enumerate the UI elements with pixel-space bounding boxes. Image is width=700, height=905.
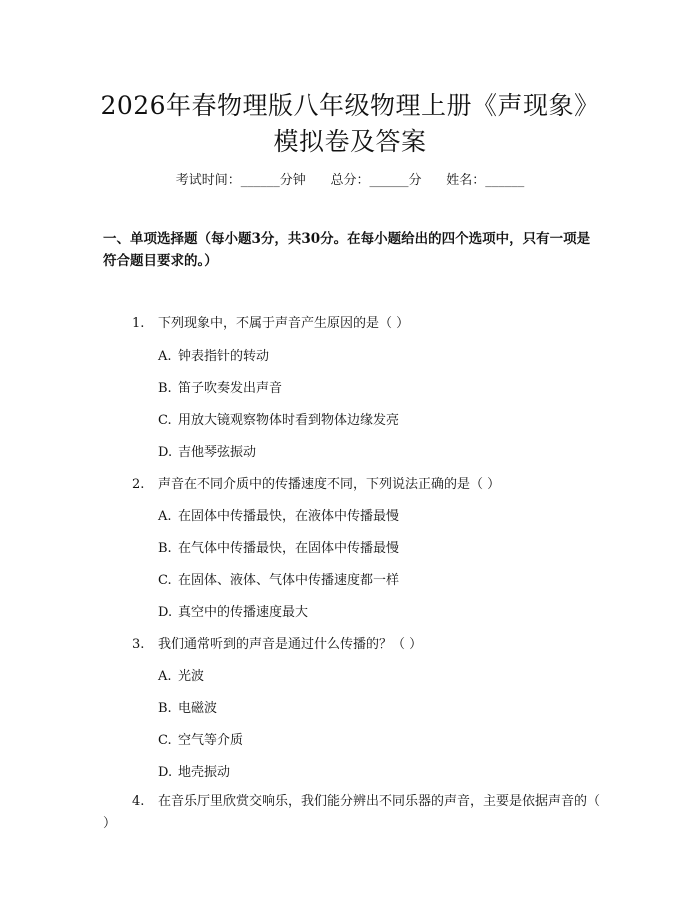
option-text: 真空中的传播速度最大 (178, 605, 309, 620)
option-text: 用放大镜观察物体时看到物体边缘发亮 (178, 413, 400, 428)
option-text: 吉他琴弦振动 (178, 445, 257, 460)
section-heading-single-choice: 一、单项选择题（每小题3分，共30分。在每小题给出的四个选项中，只有一项是符合题目要求的。） (103, 231, 591, 269)
option-label: C. (158, 733, 172, 748)
question-2-option-d (158, 601, 308, 620)
question-3-option-d (158, 761, 230, 780)
question-1-option-a (158, 345, 269, 364)
option-label: C. (158, 413, 172, 428)
exam-info-line: 考试时间：______分钟 总分：______分 姓名：______ (175, 173, 525, 188)
option-text: 空气等介质 (178, 733, 244, 748)
option-label: D. (158, 765, 173, 780)
option-label: B. (158, 701, 172, 716)
question-number: 4. (132, 794, 145, 809)
question-number: 1. (132, 316, 145, 331)
question-3-option-a (158, 665, 204, 684)
option-label: D. (158, 445, 173, 460)
option-text: 在气体中传播最快，在固体中传播最慢 (178, 541, 400, 556)
question-4 (103, 791, 603, 835)
option-text: 笛子吹奏发出声音 (178, 381, 283, 396)
document-title: 2026年春物理版八年级物理上册《声现象》 (100, 91, 600, 120)
option-label: A. (158, 349, 172, 364)
question-1-option-b (158, 377, 282, 396)
question-number: 3. (132, 637, 145, 652)
option-text: 钟表指针的转动 (178, 349, 270, 364)
option-text: 在固体、液体、气体中传播速度都一样 (178, 573, 400, 588)
question-1-option-d (158, 441, 256, 460)
option-text: 地壳振动 (178, 765, 231, 780)
option-text: 电磁波 (178, 701, 218, 716)
question-3-option-c (158, 729, 243, 748)
question-text: 我们通常听到的声音是通过什么传播的？（ ） (158, 637, 423, 652)
question-2-option-a (158, 505, 399, 524)
question-text: 下列现象中，不属于声音产生原因的是（ ） (158, 316, 410, 331)
option-label: B. (158, 541, 172, 556)
option-label: D. (158, 605, 173, 620)
document-subtitle: 模拟卷及答案 (273, 127, 427, 156)
question-2 (132, 473, 500, 492)
option-label: A. (158, 509, 172, 524)
option-label: A. (158, 669, 172, 684)
question-2-option-c (158, 569, 399, 588)
question-3-option-b (158, 697, 217, 716)
question-text: 声音在不同介质中的传播速度不同，下列说法正确的是（ ） (158, 477, 501, 492)
question-text: 在音乐厅里欣赏交响乐，我们能分辨出不同乐器的声音，主要是依据声音的（ ） (103, 794, 601, 831)
option-label: C. (158, 573, 172, 588)
question-1 (132, 312, 409, 331)
option-text: 光波 (178, 669, 205, 684)
question-1-option-c (158, 409, 399, 428)
question-2-option-b (158, 537, 399, 556)
question-number: 2. (132, 477, 145, 492)
question-3 (132, 633, 422, 652)
option-text: 在固体中传播最快，在液体中传播最慢 (178, 509, 400, 524)
option-label: B. (158, 381, 172, 396)
